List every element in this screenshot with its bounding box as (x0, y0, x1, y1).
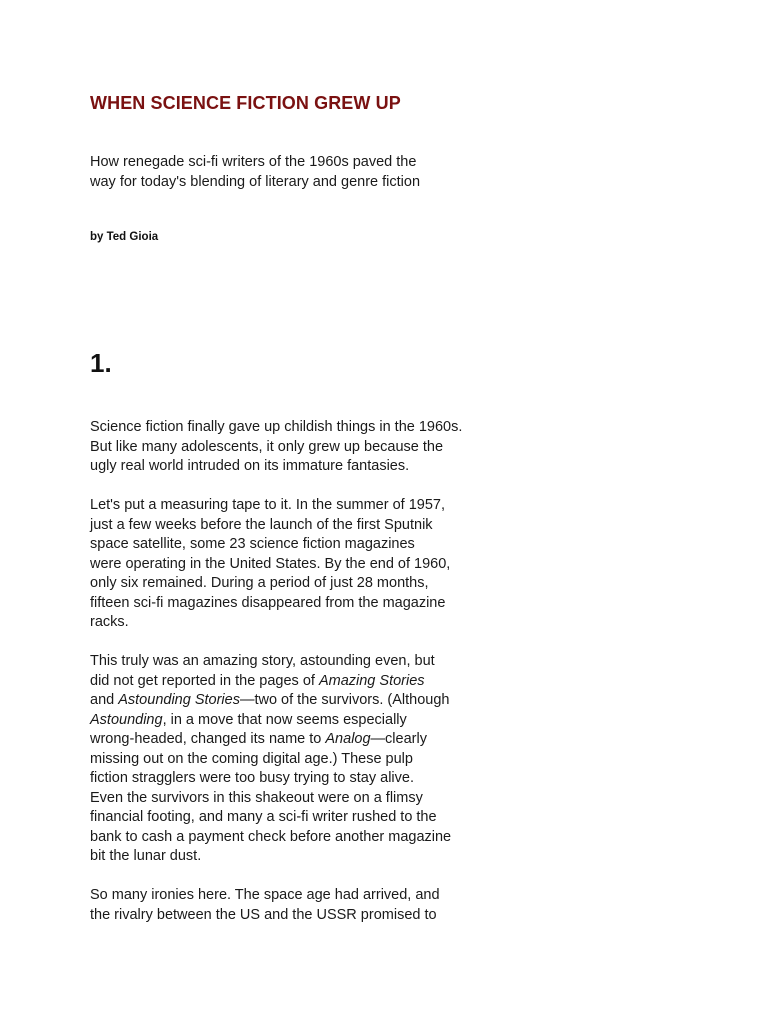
text-run: , in a move that now seems especially (162, 711, 407, 728)
body-paragraph (90, 886, 490, 925)
text-run: just a few weeks before the launch of the first Sputnik (90, 516, 433, 533)
text-run: Let's put a measuring tape to it. In the summer of 1957, (90, 497, 445, 513)
text-run: ugly real world intruded on its immature fantasies. (90, 458, 410, 474)
text-line (90, 730, 490, 750)
text-run: So many ironies here. The space age had arrived, and (90, 887, 440, 903)
text-line (90, 418, 490, 438)
text-run: the rivalry between the US and the USSR promised to (90, 906, 437, 923)
text-line (90, 555, 490, 575)
text-run: bit the lunar dust. (90, 848, 202, 864)
text-run: space satellite, some 23 science fiction magazines (90, 536, 415, 552)
text-line (90, 750, 490, 770)
text-run: —two of the survivors. (Although (239, 692, 450, 708)
text-line (90, 594, 490, 614)
text-line (90, 828, 490, 848)
subtitle-line: way for today's blending of literary and genre fiction (90, 173, 421, 190)
text-line (90, 672, 490, 692)
text-run: missing out on the coming digital age.) These pulp (90, 750, 413, 767)
text-line (90, 847, 490, 867)
text-run: fiction stragglers were too busy trying to stay alive. (90, 770, 414, 786)
italic-title: Astounding Stories (118, 692, 240, 708)
text-line (90, 711, 490, 731)
text-line (90, 652, 490, 672)
text-line (90, 789, 490, 809)
text-line (90, 457, 490, 477)
body-paragraph (90, 418, 490, 477)
subtitle-line: How renegade sci-fi writers of the 1960s paved the (90, 154, 417, 170)
italic-title: Analog (325, 731, 371, 747)
text-run: did not get reported in the pages of (90, 672, 319, 689)
italic-title: Astounding (90, 711, 163, 728)
article-title: WHEN SCIENCE FICTION GREW UP (90, 93, 401, 113)
text-run: fifteen sci-fi magazines disappeared from the magazine (90, 594, 446, 611)
text-run: and (90, 692, 119, 708)
text-line (90, 769, 490, 789)
text-run: Science fiction finally gave up childish things in the 1960s. (90, 419, 463, 435)
text-line (90, 613, 490, 633)
text-line (90, 906, 490, 926)
text-run: only six remained. During a period of just 28 months, (90, 575, 429, 591)
italic-title: Amazing Stories (318, 672, 425, 689)
text-run: —clearly (370, 731, 427, 747)
text-line (90, 574, 490, 594)
text-run: were operating in the United States. By the end of 1960, (90, 555, 451, 572)
text-line (90, 535, 490, 555)
article-byline: by Ted Gioia (90, 231, 159, 243)
text-line (90, 691, 490, 711)
text-run: This truly was an amazing story, astounding even, but (90, 653, 435, 669)
body-paragraph (90, 496, 490, 633)
article-subtitle (90, 153, 490, 192)
text-line (90, 438, 490, 458)
text-line (90, 886, 490, 906)
section-number: 1. (90, 348, 112, 378)
article-body (90, 418, 490, 945)
text-run: wrong-headed, changed its name to (90, 731, 326, 747)
text-run: But like many adolescents, it only grew up because the (90, 438, 444, 455)
text-line (90, 496, 490, 516)
body-paragraph (90, 652, 490, 867)
text-line (90, 516, 490, 536)
text-run: financial footing, and many a sci-fi writer rushed to the (90, 809, 437, 825)
text-run: racks. (90, 614, 129, 630)
text-run: Even the survivors in this shakeout were on a flimsy (90, 789, 423, 806)
text-run: bank to cash a payment check before another magazine (90, 828, 452, 845)
text-line (90, 808, 490, 828)
